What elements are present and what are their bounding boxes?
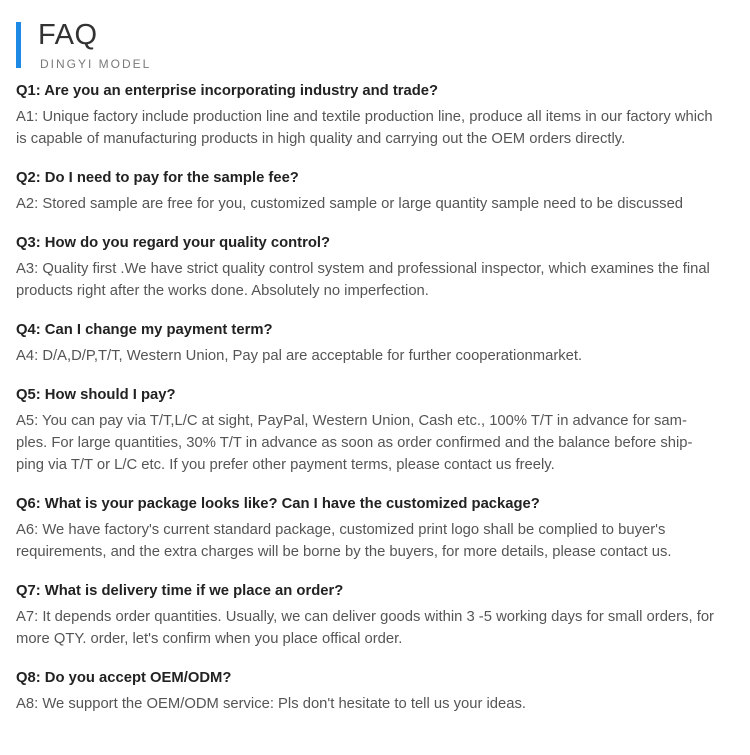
faq-question: Q6: What is your package looks like? Can I have the customized package? [16, 496, 540, 512]
faq-question: Q1: Are you an enterprise incorporating industry and trade? [16, 83, 439, 99]
answer-line: ping via T/T or L/C etc. If you prefer other payment terms, please contact us freely. [16, 457, 555, 473]
faq-answer [16, 193, 734, 215]
faq-item-2 [16, 168, 734, 215]
faq-answer [16, 345, 734, 367]
answer-line: ples. For large quantities, 30% T/T in advance as soon as order confirmed and the balance before ship- [16, 435, 693, 451]
faq-item-6 [16, 494, 734, 563]
faq-list [16, 81, 734, 715]
page-title: FAQ [38, 19, 98, 51]
faq-item-3 [16, 233, 734, 302]
faq-question: Q7: What is delivery time if we place an order? [16, 583, 344, 599]
faq-answer [16, 106, 734, 150]
faq-item-5 [16, 385, 734, 476]
faq-item-7 [16, 581, 734, 650]
answer-line: requirements, and the extra charges will be borne by the buyers, for more details, please contact us. [16, 544, 672, 560]
faq-answer [16, 258, 734, 302]
faq-question: Q8: Do you accept OEM/ODM? [16, 670, 232, 686]
answer-line: is capable of manufacturing products in high quality and carrying out the OEM orders directly. [16, 131, 626, 147]
answer-line: products right after the works done. Absolutely no imperfection. [16, 283, 429, 299]
faq-answer [16, 410, 734, 476]
answer-line: A6: We have factory's current standard package, customized print logo shall be complied to buyer's [16, 522, 666, 538]
answer-line: A7: It depends order quantities. Usually, we can deliver goods within 3 -5 working days for small orders, for [16, 609, 714, 625]
accent-bar [16, 22, 21, 68]
faq-question: Q2: Do I need to pay for the sample fee? [16, 170, 299, 186]
answer-line: A4: D/A,D/P,T/T, Western Union, Pay pal are acceptable for further cooperationmarket. [16, 348, 583, 364]
answer-line: A3: Quality first .We have strict quality control system and professional inspector, which examines the final [16, 261, 710, 277]
answer-line: A5: You can pay via T/T,L/C at sight, PayPal, Western Union, Cash etc., 100% T/T in advance for sam- [16, 413, 687, 429]
page-subtitle: DINGYI MODEL [40, 57, 152, 71]
faq-item-1 [16, 81, 734, 150]
answer-line: A1: Unique factory include production line and textile production line, produce all items in our factory which [16, 109, 713, 125]
faq-answer [16, 693, 734, 715]
faq-answer [16, 519, 734, 563]
faq-question: Q5: How should I pay? [16, 387, 176, 403]
answer-line: A8: We support the OEM/ODM service: Pls don't hesitate to tell us your ideas. [16, 696, 526, 712]
faq-question: Q4: Can I change my payment term? [16, 322, 273, 338]
faq-answer [16, 606, 734, 650]
faq-item-8 [16, 668, 734, 715]
faq-item-4 [16, 320, 734, 367]
answer-line: A2: Stored sample are free for you, customized sample or large quantity sample need to be discussed [16, 196, 684, 212]
answer-line: more QTY. order, let's confirm when you place offical order. [16, 631, 403, 647]
faq-question: Q3: How do you regard your quality control? [16, 235, 331, 251]
